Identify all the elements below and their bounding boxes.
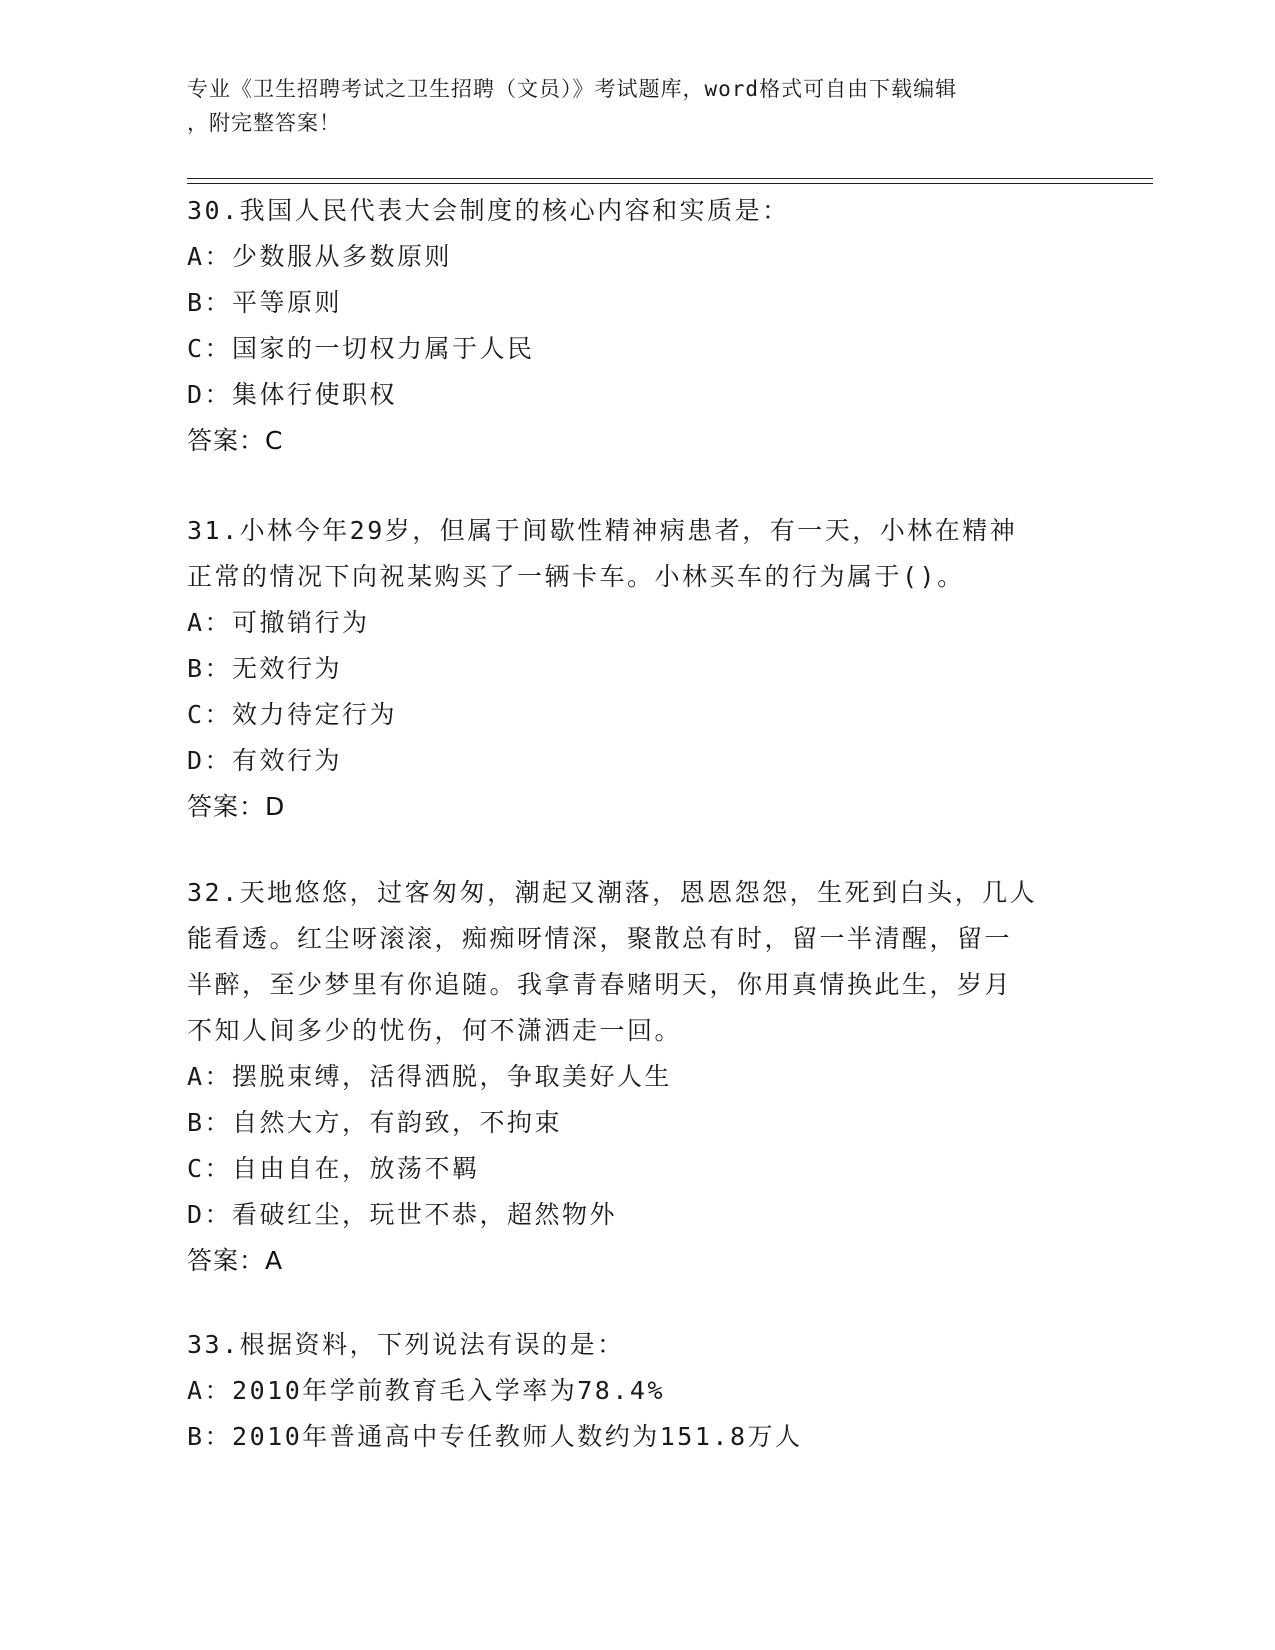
answer-label: 答案：A (187, 1246, 284, 1275)
header-divider-bottom (187, 183, 1153, 184)
option-a: A：2010年学前教育毛入学率为78.4% (187, 1376, 666, 1405)
question-33 (187, 1322, 1087, 1460)
answer-label: 答案：D (187, 792, 286, 821)
question-stem: 30.我国人民代表大会制度的核心内容和实质是： (187, 196, 790, 225)
header-divider-top (187, 178, 1153, 179)
option-c: C：国家的一切权力属于人民 (187, 334, 535, 363)
option-d: D：集体行使职权 (187, 380, 398, 409)
question-stem-line-3: 半醉，至少梦里有你追随。我拿青春赌明天，你用真情换此生，岁月 (187, 970, 1013, 999)
option-b: B：无效行为 (187, 654, 343, 683)
option-a: A：少数服从多数原则 (187, 242, 453, 271)
question-30 (187, 188, 1087, 464)
option-b: B：平等原则 (187, 288, 343, 317)
option-c: C：效力待定行为 (187, 700, 398, 729)
question-stem: 33.根据资料，下列说法有误的是： (187, 1330, 625, 1359)
option-d: D：有效行为 (187, 746, 343, 775)
answer-label: 答案：C (187, 426, 284, 455)
question-stem-line-2: 能看透。红尘呀滚滚，痴痴呀情深，聚散总有时，留一半清醒，留一 (187, 924, 1013, 953)
header-line-2: ，附完整答案！ (187, 111, 341, 135)
option-d: D：看破红尘，玩世不恭，超然物外 (187, 1200, 618, 1229)
question-stem-line-1: 31.小林今年29岁，但属于间歇性精神病患者，有一天，小林在精神 (187, 516, 1018, 545)
option-a: A：摆脱束缚，活得洒脱，争取美好人生 (187, 1062, 673, 1091)
question-stem-line-2: 正常的情况下向祝某购买了一辆卡车。小林买车的行为属于()。 (187, 562, 965, 591)
header-line-1: 专业《卫生招聘考试之卫生招聘（文员）》考试题库，word格式可自由下载编辑 (187, 77, 958, 101)
option-b: B：2010年普通高中专任教师人数约为151.8万人 (187, 1422, 803, 1451)
question-32 (187, 870, 1087, 1284)
question-stem-line-4: 不知人间多少的忧伤，何不潇洒走一回。 (187, 1016, 683, 1045)
option-c: C：自由自在，放荡不羁 (187, 1154, 480, 1183)
document-header (187, 72, 1067, 140)
option-b: B：自然大方，有韵致，不拘束 (187, 1108, 563, 1137)
option-a: A：可撤销行为 (187, 608, 370, 637)
question-31 (187, 508, 1087, 830)
question-stem-line-1: 32.天地悠悠，过客匆匆，潮起又潮落，恩恩怨怨，生死到白头，几人 (187, 878, 1038, 907)
